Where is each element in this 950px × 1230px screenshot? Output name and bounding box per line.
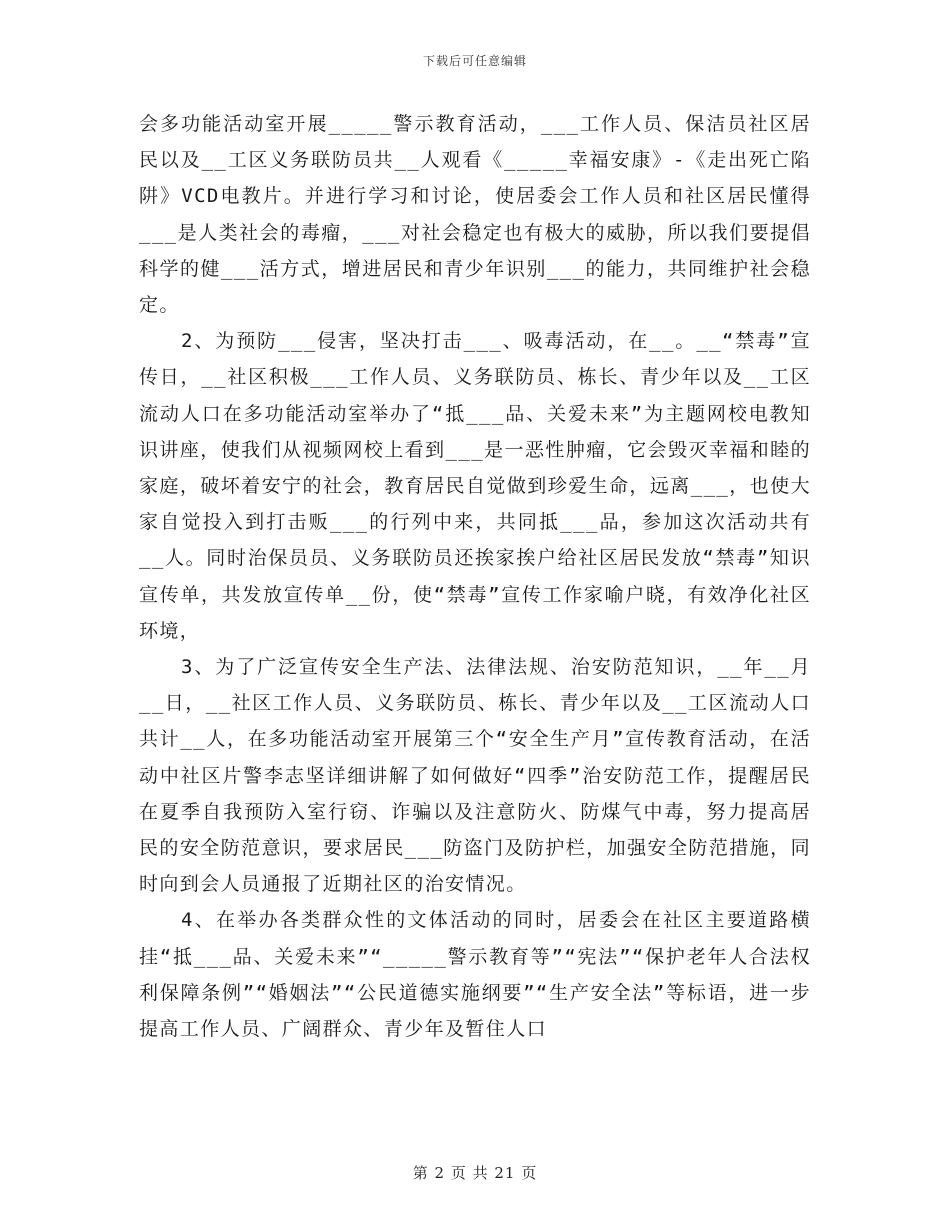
document-body xyxy=(139,106,811,1047)
page-header: 下载后可任意编辑 xyxy=(422,54,527,68)
paragraph-4: 4、在举办各类群众性的文体活动的同时，居委会在社区主要道路横挂“抵___品、关爱未来”“_____警示教育等”“宪法”“保护老年人合法权利保障条例”“婚姻法”“公民道德实施纲要”“生产安全法”等标语，进一步提高工作人员、广阔群众、青少年及暂住人口 xyxy=(139,909,811,1041)
page-number-footer: 第 2 页 共 21 页 xyxy=(412,1164,538,1182)
paragraph-3: 3、为了广泛宣传安全生产法、法律法规、治安防范知识，__年__月__日，__社区工作人员、义务联防员、栋长、青少年以及__工区流动人口共计__人，在多功能活动室开展第三个“安全生产月”宣传教育活动，在活动中社区片警李志坚详细讲解了如何做好“四季”治安防范工作，提醒居民在夏季自我预防入室行窃、诈骗以及注意防火、防煤气中毒，努力提高居民的安全防范意识，要求居民___防盗门及防护栏，加强安全防范措施，同时向到会人员通报了近期社区的治安情况。 xyxy=(139,656,811,896)
paragraph-2: 2、为预防___侵害，坚决打击___、吸毒活动，在__。__“禁毒”宣传日，__社区积极___工作人员、义务联防员、栋长、青少年以及__工区流动人口在多功能活动室举办了“抵___品、关爱未来”为主题网校电教知识讲座，使我们从视频网校上看到___是一恶性肿瘤，它会毁灭幸福和睦的家庭，破坏着安宁的社会，教育居民自觉做到珍爱生命，远离___，也使大家自觉投入到打击贩___的行列中来，共同抵___品，参加这次活动共有__人。同时治保员员、义务联防员还挨家挨户给社区居民发放“禁毒”知识宣传单，共发放宣传单__份，使“禁毒”宣传工作家喻户晓，有效净化社区环境， xyxy=(139,330,811,642)
paragraph-1: 会多功能活动室开展_____警示教育活动，___工作人员、保洁员社区居民以及__工区义务联防员共__人观看《_____幸福安康》-《走出死亡陷阱》VCD电教片。并进行学习和讨论，使居委会工作人员和社区居民懂得___是人类社会的毒瘤，___对社会稳定也有极大的威胁，所以我们要提倡科学的健___活方式，增进居民和青少年识别___的能力，共同维护社会稳定。 xyxy=(139,113,811,317)
